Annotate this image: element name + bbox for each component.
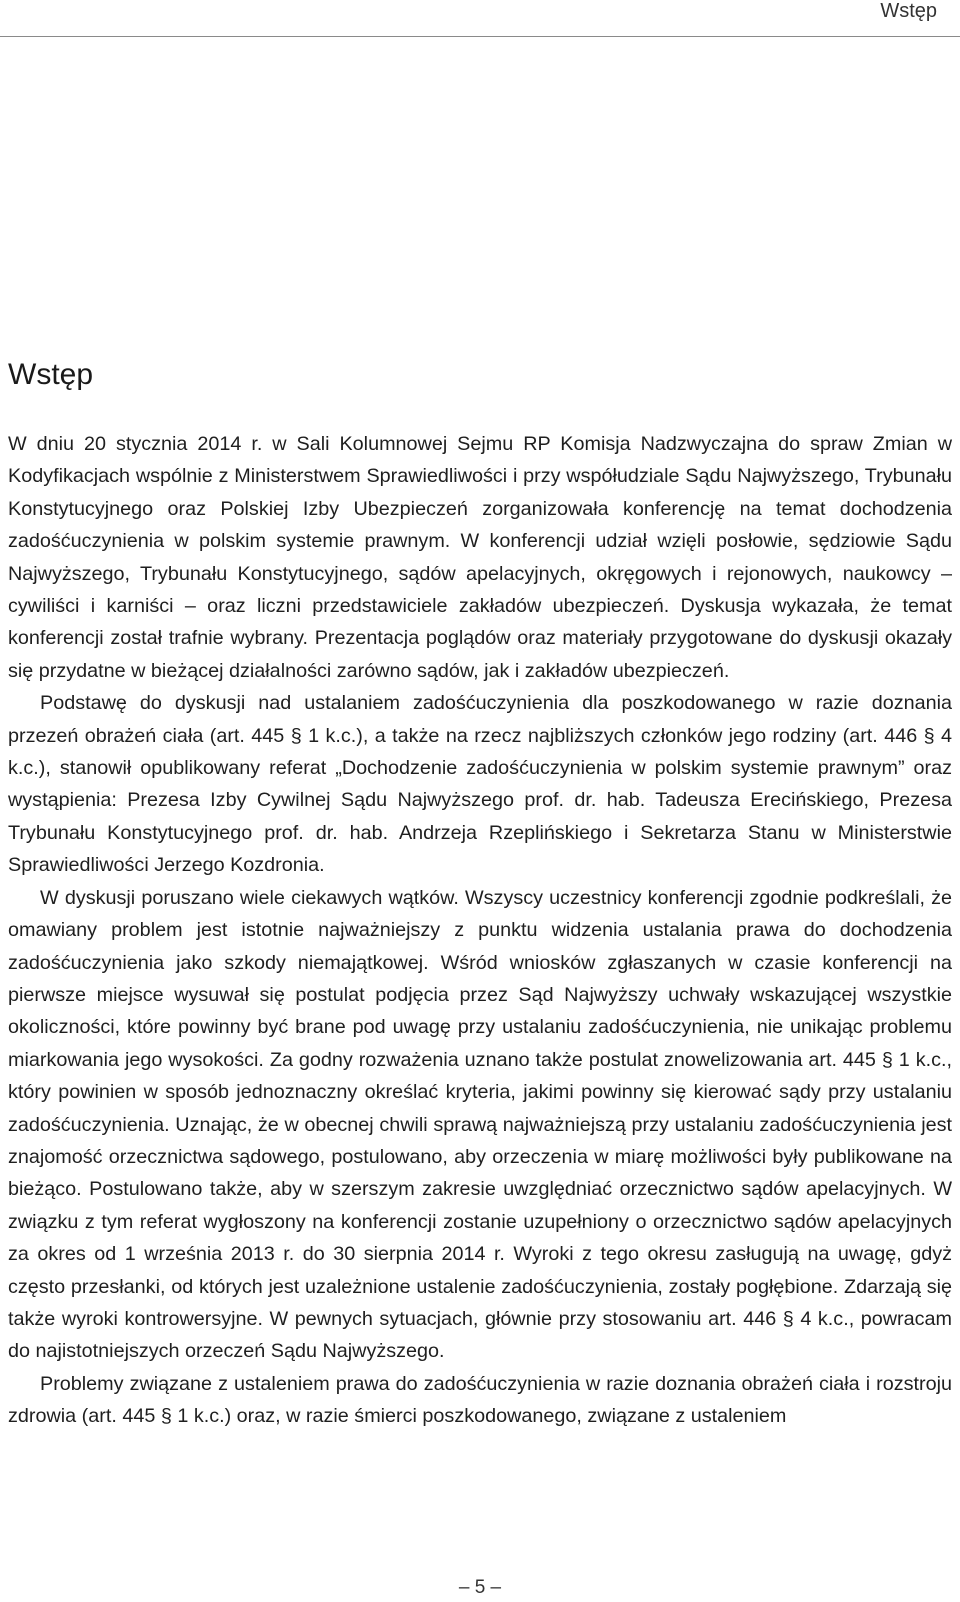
body-text (8, 428, 952, 1433)
page-number: – 5 – (458, 1577, 502, 1598)
paragraph-1: W dniu 20 stycznia 2014 r. w Sali Kolumnowej Sejmu RP Komisja Nadzwyczajna do spraw Zmian w Kodyfikacjach wspólnie z Ministerstwem Sprawiedliwości i przy współudziale Sądu Najwyższego, Trybunału Konstytucyjnego oraz Polskiej Izby Ubezpieczeń zorganizowała konferencję na temat dochodzenia zadośćuczynienia w polskim systemie prawnym. W konferencji udział wzięli posłowie, sędziowie Sądu Najwyższego, Trybunału Konstytucyjnego, sądów apelacyjnych, okręgowych i rejonowych, naukowcy – cywiliści i karniści – oraz liczni przedstawiciele zakładów ubezpieczeń. Dyskusja wykazała, że temat konferencji został trafnie wybrany. Prezentacja poglądów oraz materiały przygotowane do dyskusji okazały się przydatne w bieżącej działalności zarówno sądów, jak i zakładów ubezpieczeń. (8, 433, 952, 682)
running-header-title: Wstęp (880, 0, 937, 22)
paragraph-3: W dyskusji poruszano wiele ciekawych wątków. Wszyscy uczestnicy konferencji zgodnie podkreślali, że omawiany problem jest istotnie najważniejszy z punktu widzenia ustalania prawa do dochodzenia zadośćuczynienia jako szkody niemajątkowej. Wśród wniosków zgłaszanych w czasie konferencji na pierwsze miejsce wysuwał się postulat podjęcia przez Sąd Najwyższy uchwały wskazującej wszystkie okoliczności, które powinny być brane pod uwagę przy ustalaniu zadośćuczynienia, nie unikając problemu miarkowania jego wysokości. Za godny rozważenia uznano także postulat znowelizowania art. 445 § 1 k.c., który powinien w sposób jednoznaczny określać kryteria, jakimi powinny się kierować sądy przy ustalaniu zadośćuczynienia. Uznając, że w obecnej chwili sprawą najważniejszą przy ustalaniu zadośćuczynienia jest znajomość orzecznictwa sądowego, postulowano, aby orzeczenia w miarę możliwości były publikowane na bieżąco. Postulowano także, aby w szerszym zakresie uwzględniać orzecznictwo sądów apelacyjnych. W związku z tym referat wygłoszony na konferencji zostanie uzupełniony o orzecznictwo sądów apelacyjnych za okres od 1 września 2013 r. do 30 sierpnia 2014 r. Wyroki z tego okresu zasługują na uwagę, gdyż często przesłanki, od których jest uzależnione ustalenie zadośćuczynienia, zostały pogłębione. Zdarzają się także wyroki kontrowersyjne. W pewnych sytuacjach, głównie przy stosowaniu art. 446 § 4 k.c., powracam do najistotniejszych orzeczeń Sądu Najwyższego. (8, 886, 952, 1363)
running-header (0, 0, 960, 37)
paragraph-4: Problemy związane z ustaleniem prawa do zadośćuczynienia w razie doznania obrażeń ciała i rozstroju zdrowia (art. 445 § 1 k.c.) oraz, w razie śmierci poszkodowanego, związane z ustaleniem (8, 1372, 952, 1428)
paragraph-2: Podstawę do dyskusji nad ustalaniem zadośćuczynienia dla poszkodowanego w razie doznania przezeń obrażeń ciała (art. 445 § 1 k.c.), a także na rzecz najbliższych członków jego rodziny (art. 446 § 4 k.c.), stanowił opublikowany referat „Dochodzenie zadośćuczynienia w polskim systemie prawnym” oraz wystąpienia: Prezesa Izby Cywilnej Sądu Najwyższego prof. dr. hab. Tadeusza Erecińskiego, Prezesa Trybunału Konstytucyjnego prof. dr. hab. Andrzeja Rzeplińskiego i Sekretarza Stanu w Ministerstwie Sprawiedliwości Jerzego Kozdronia. (8, 692, 952, 877)
section-title: Wstęp (8, 358, 94, 391)
